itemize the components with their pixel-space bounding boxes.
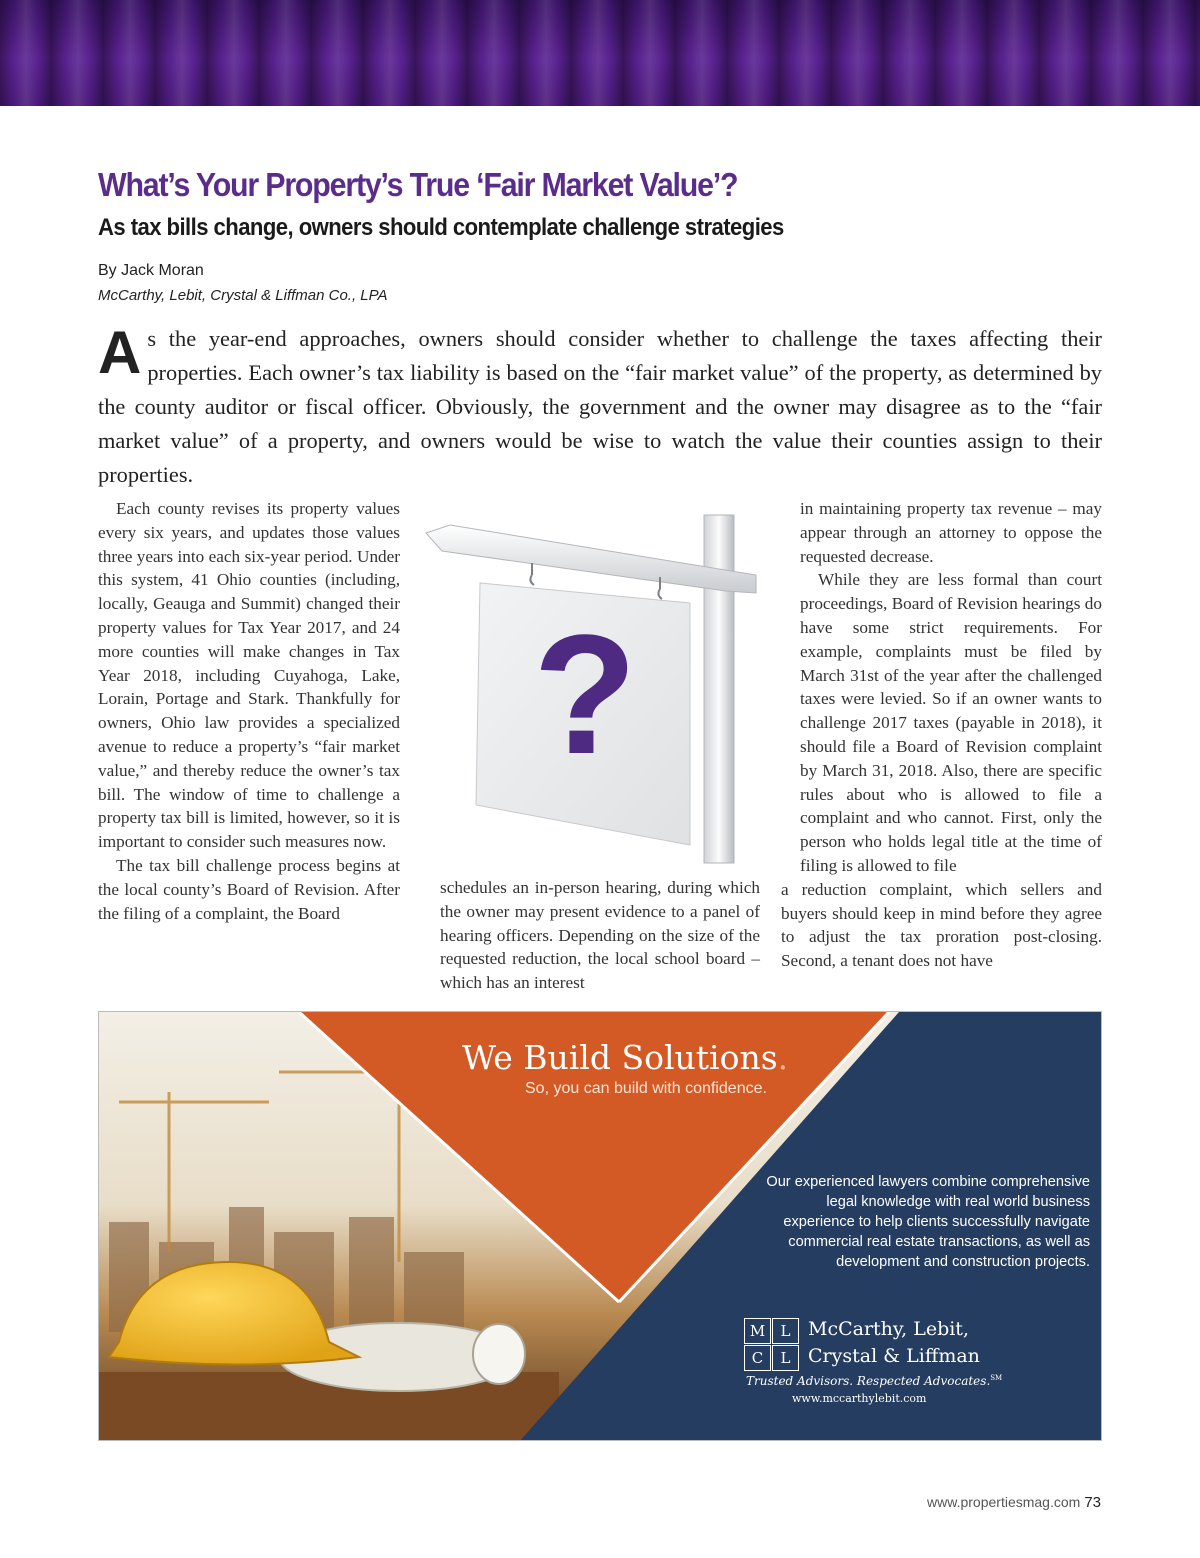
question-mark: ?	[533, 600, 637, 790]
body-column-3	[781, 497, 1102, 973]
service-mark: SM	[990, 1374, 1003, 1382]
curtain-header-banner	[0, 0, 1200, 106]
ad-website-link[interactable]: www.mccarthylebit.com	[792, 1392, 927, 1405]
logo-slogan	[746, 1374, 1002, 1388]
body-paragraph: in maintaining property tax revenue – may appear through an attorney to oppose the requested decrease.	[800, 499, 1102, 566]
ad-tagline: So, you can build with confidence.	[525, 1080, 767, 1097]
author-firm: McCarthy, Lebit, Crystal & Liffman Co., LPA	[98, 287, 388, 304]
for-sale-sign-illustration	[420, 505, 780, 865]
lead-paragraph	[98, 319, 1102, 492]
body-paragraph: While they are less formal than court proceedings, Board of Revision hearings do have some strict requirements. For example, complaints must be filed by March 31st of the year after the challenged taxes were levied. So if an owner wants to challenge 2017 taxes (payable in 2018), it should file a Board of Revision complaint by March 31, 2018. Also, there are specific rules about who is allowed to file a complaint and who cannot. First, only the person who holds legal title at the time of filing is allowed to file	[800, 570, 1102, 875]
logo-letter: L	[772, 1345, 799, 1371]
ad-headline-dot: .	[777, 1038, 789, 1077]
ad-headline	[462, 1038, 788, 1077]
body-paragraph: The tax bill challenge process begins at the local county’s Board of Revision. After the filing of a complaint, the Board	[98, 855, 400, 923]
drop-cap: A	[98, 319, 142, 386]
sign-hook-left	[530, 563, 534, 585]
logo-letter: C	[744, 1345, 771, 1371]
ad-headline-text: We Build Solutions	[462, 1038, 778, 1077]
article-title: What’s Your Property’s True ‘Fair Market Value’?	[98, 166, 738, 203]
footer-url[interactable]: www.propertiesmag.com	[927, 1494, 1081, 1510]
logo-firm-name-line1: McCarthy, Lebit,	[808, 1318, 969, 1340]
logo-letter: L	[772, 1318, 799, 1344]
page-footer	[927, 1494, 1101, 1511]
body-column-1	[98, 497, 400, 925]
lead-text: s the year-end approaches, owners should consider whether to challenge the taxes affecting their properties. Each owner’s tax liability is based on the “fair market value” of the property, as determined by the county auditor or fiscal officer. Obviously, the government and the owner may disagree as to the “fair market value” of a property, and owners would be wise to watch the value their counties assign to their properties.	[98, 326, 1102, 487]
body-paragraph: a reduction complaint, which sellers and buyers should keep in mind before they agree to adjust the tax proration post-closing. Second, a tenant does not have	[781, 879, 1102, 971]
body-paragraph: Each county revises its property values every six years, and updates those values three years into each six-year period. Under this system, 41 Ohio counties (including, locally, Geauga and Summit) changed their property values for Tax Year 2017, and 24 more counties will make changes in Tax Year 2018, including Cuyahoga, Lake, Lorain, Portage and Stark. Thankfully for owners, Ohio law provides a specialized avenue to reduce a property’s “fair market value,” and thereby reduce the owner’s tax bill. The window of time to challenge a property tax bill is limited, however, so it is important to consider such measures now.	[98, 499, 400, 852]
mlcl-logo-mark	[744, 1318, 800, 1372]
body-paragraph: schedules an in-person hearing, during which the owner may present evidence to a panel of hearing officers. Depending on the size of the requested reduction, the local school board – which has an interest	[440, 878, 760, 993]
article-subtitle: As tax bills change, owners should contemplate challenge strategies	[98, 214, 784, 241]
page-number: 73	[1084, 1494, 1101, 1511]
author-byline: By Jack Moran	[98, 262, 204, 279]
logo-slogan-text: Trusted Advisors. Respected Advocates.	[746, 1374, 991, 1388]
ad-body-text: Our experienced lawyers combine comprehensive legal knowledge with real world business experience to help clients successfully navigate commercial real estate transactions, as well as development and construction projects.	[766, 1174, 1090, 1270]
logo-firm-name-line2: Crystal & Liffman	[808, 1345, 980, 1367]
blueprint-roll-end	[473, 1324, 525, 1384]
body-column-2	[440, 876, 760, 995]
logo-letter: M	[744, 1318, 771, 1344]
